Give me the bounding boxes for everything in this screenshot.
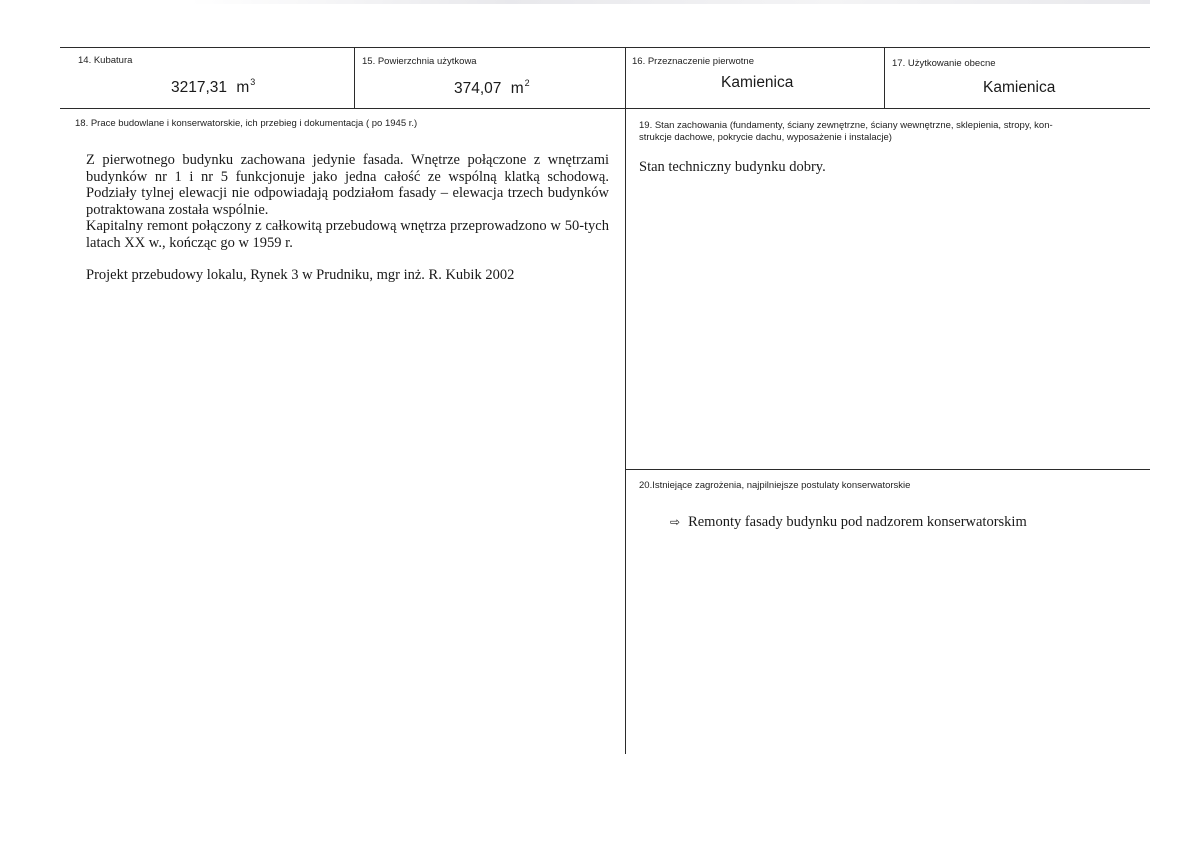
field-14-unit: $m^3$ [236,77,256,96]
field-19-label-line-2: strukcje dachowe, pokrycie dachu, wyposażenie i instalacje) [639,132,892,143]
field-19-label-line-1: 19. Stan zachowania (fundamenty, ściany zewnętrzne, ściany wewnętrzne, sklepienia, stropy, kon- [639,120,1053,131]
center-divider [625,47,626,754]
form-top-border [60,47,1150,48]
field-18-paragraph-2: Kapitalny remont połączony z całkowitą przebudową wnętrza przeprowadzono w 50-tych latach XX w., kończąc go w 1959 r. [86,218,609,251]
field-18-content [86,152,609,284]
field-20-item-text: Remonty fasady budynku pod nadzorem konserwatorskim [688,514,1027,530]
field-16-label: 16. Przeznaczenie pierwotne [632,56,754,67]
field-20-label: 20.Istniejące zagrożenia, najpilniejsze postulaty konserwatorskie [639,480,911,491]
field-16-value: Kamienica [721,74,794,91]
field-15-unit: $m^2$ [510,78,530,97]
field-15-label: 15. Powierzchnia użytkowa [362,56,477,67]
field-17-value: Kamienica [983,79,1056,96]
right-arrow-icon: ⇨ [670,515,681,529]
field-20-item [670,514,1140,531]
field-14-value [171,77,255,97]
divider-14-15 [354,47,355,109]
field-18-paragraph-1: Z pierwotnego budynku zachowana jedynie fasada. Wnętrze połączone z wnętrzami budynków nr 1 i nr 5 funkcjonuje jako jedna całość ze wspólną klatką schodową. Podziały tylnej elewacji nie odpowiadają podziałom fasady – elewacja trzech budynków potraktowana została wspólnie. [86,152,609,218]
field-18-label: 18. Prace budowlane i konserwatorskie, ich przebieg i dokumentacja ( po 1945 r.) [75,118,418,129]
field-14-number: 3217,31 [171,79,228,96]
field-15-value [454,78,530,98]
header-row-bottom-border [60,108,1150,109]
divider-16-17 [884,47,885,109]
field-14-label: 14. Kubatura [78,55,133,66]
field-17-label: 17. Użytkowanie obecne [892,58,996,69]
field-18-paragraph-3: Projekt przebudowy lokalu, Rynek 3 w Prudniku, mgr inż. R. Kubik 2002 [86,267,515,283]
scan-artifact-strip [190,0,1150,4]
field-19-value: Stan techniczny budynku dobry. [639,159,826,175]
field-15-number: 374,07 [454,80,502,97]
section-19-bottom-border [625,469,1150,470]
